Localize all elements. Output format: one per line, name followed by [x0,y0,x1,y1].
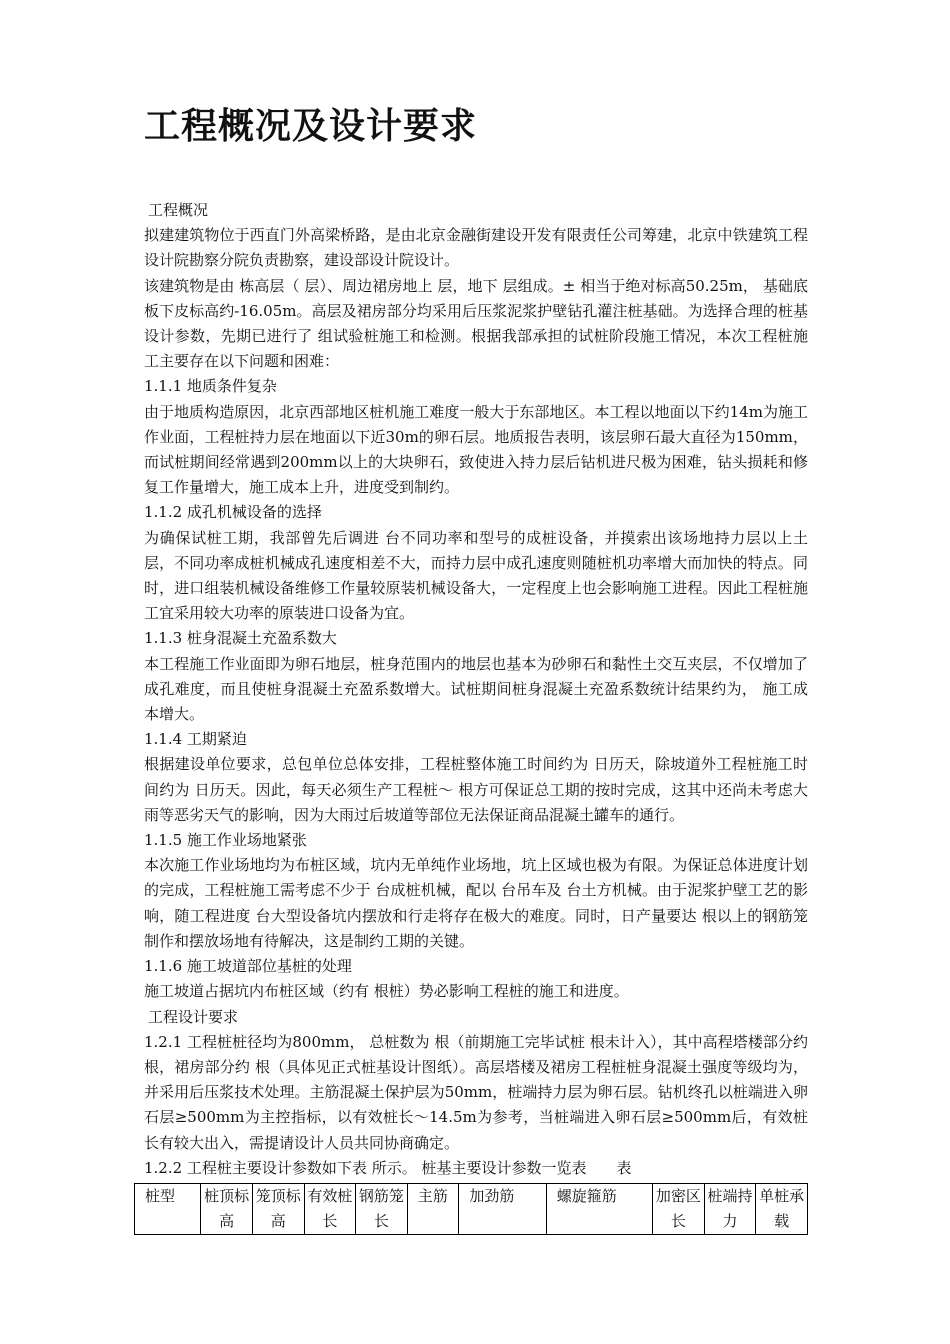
subsection-text-schedule: 根据建设单位要求，总包单位总体安排，工程桩整体施工时间约为 日历天，除坡道外工程桩施工时间约为 日历天。因此，每天必须生产工程桩～ 根方可保证总工期的按时完成，这其中还尚未考虑大雨等恶劣天气的影响，因为大雨过后坡道等部位无法保证商品混凝土罐车的通行。 [144,755,808,824]
section-heading-design: 工程设计要求 [148,1007,239,1026]
table-header-row [135,1183,808,1234]
table-header-cell: 笼顶标高 [252,1183,304,1234]
table-header-cell: 主筋 [407,1183,459,1234]
subsection-text-ramp: 施工坡道占据坑内布桩区域（约有 根桩）势必影响工程桩的施工和进度。 [144,982,629,1001]
subsection-text-concrete: 本工程施工作业面即为卵石地层，桩身范围内的地层也基本为砂卵石和黏性土交互夹层，不仅增加了成孔难度，而且使桩身混凝土充盈系数增大。试桩期间桩身混凝土充盈系数统计结果约为， 施工成本增大。 [144,654,808,724]
intro-paragraph-2: 该建筑物是由 栋高层（ 层）、周边裙房地上 层，地下 层组成。± 相当于绝对标高50.25m， 基础底板下皮标高约-16.05m。高层及裙房部分均采用后压浆泥浆护壁钻孔灌注桩基础。为选择合理的桩基设计参数，先期已进行了 组试验桩施工和检测。根据我部承担的试桩阶段施工情况，本次工程桩施工主要存在以下问题和困难： [144,276,808,371]
table-header-cell: 加劲筋 [459,1183,546,1234]
table-header-cell: 加密区长 [653,1183,705,1234]
table-header-cell: 有效桩长 [304,1183,356,1234]
section-heading-overview: 工程概况 [148,201,209,219]
subsection-text-site: 本次施工作业场地均为布桩区域，坑内无单纯作业场地，坑上区域也极为有限。为保证总体进度计划的完成，工程桩施工需考虑不少于 台成桩机械，配以 台吊车及 台土方机械。由于泥浆护壁工艺的影响，随工程进度 台大型设备坑内摆放和行走将存在极大的难度。同时，日产量要达 根以上的钢筋笼制作和摆放场地有待解决，这是制约工期的关键。 [144,856,808,950]
table-header-cell: 桩型 [135,1183,201,1234]
subsection-heading-concrete: 1.1.3 桩身混凝土充盈系数大 [144,629,337,648]
subsection-heading-schedule: 1.1.4 工期紧迫 [144,730,247,749]
subsection-heading-ramp: 1.1.6 施工坡道部位基桩的处理 [144,957,352,976]
pile-parameter-table [134,1183,808,1235]
table-header-cell: 桩顶标高 [201,1183,253,1234]
table-header-cell: 钢筋笼长 [356,1183,408,1234]
document-title: 工程概况及设计要求 [144,105,478,147]
subsection-heading-site: 1.1.5 施工作业场地紧张 [144,831,307,850]
document-page [144,96,808,1235]
intro-paragraph-1: 拟建建筑物位于西直门外高梁桥路，是由北京金融街建设开发有限责任公司筹建，北京中铁建筑工程设计院勘察分院负责勘察，建设部设计院设计。 [144,226,808,270]
subsection-heading-equipment: 1.1.2 成孔机械设备的选择 [144,503,322,522]
subsection-heading-geology: 1.1.1 地质条件复杂 [144,377,277,396]
table-caption: 1.2.2 工程桩主要设计参数如下表 所示。 桩基主要设计参数一览表 表 [144,1158,632,1177]
table-header-cell: 单桩承载 [756,1183,808,1234]
table-header-cell: 螺旋箍筋 [546,1183,652,1234]
subsection-text-geology: 由于地质构造原因，北京西部地区桩机施工难度一般大于东部地区。本工程以地面以下约14m为施工作业面，工程桩持力层在地面以下近30m的卵石层。地质报告表明，该层卵石最大直径为150mm，而试桩期间经常遇到200mm以上的大块卵石，致使进入持力层后钻机进尺极为困难，钻头损耗和修复工作量增大，施工成本上升，进度受到制约。 [144,402,808,497]
table-header-cell: 桩端持力 [704,1183,756,1234]
subsection-text-equipment: 为确保试桩工期，我部曾先后调进 台不同功率和型号的成桩设备，并摸索出该场地持力层以上土层，不同功率成桩机械成孔速度相差不大，而持力层中成孔速度则随桩机功率增大而加快的特点。同时，进口组装机械设备维修工作量较原装机械设备大，一定程度上也会影响施工进程。因此工程桩施工宜采用较大功率的原装进口设备为宜。 [144,528,808,623]
design-paragraph: 1.2.1 工程桩桩径均为800mm， 总桩数为 根（前期施工完毕试桩 根未计入），其中高程塔楼部分约 根，裙房部分约 根（具体见正式桩基设计图纸）。高层塔楼及裙房工程桩桩身混凝土强度等级均为，并采用后压浆技术处理。主筋混凝土保护层为50mm，桩端持力层为卵石层。钻机终孔以桩端进入卵石层≥500mm为主控指标，以有效桩长～14.5m为参考，当桩端进入卵石层≥500mm后，有效桩长有较大出入，需提请设计人员共同协商确定。 [144,1032,808,1152]
